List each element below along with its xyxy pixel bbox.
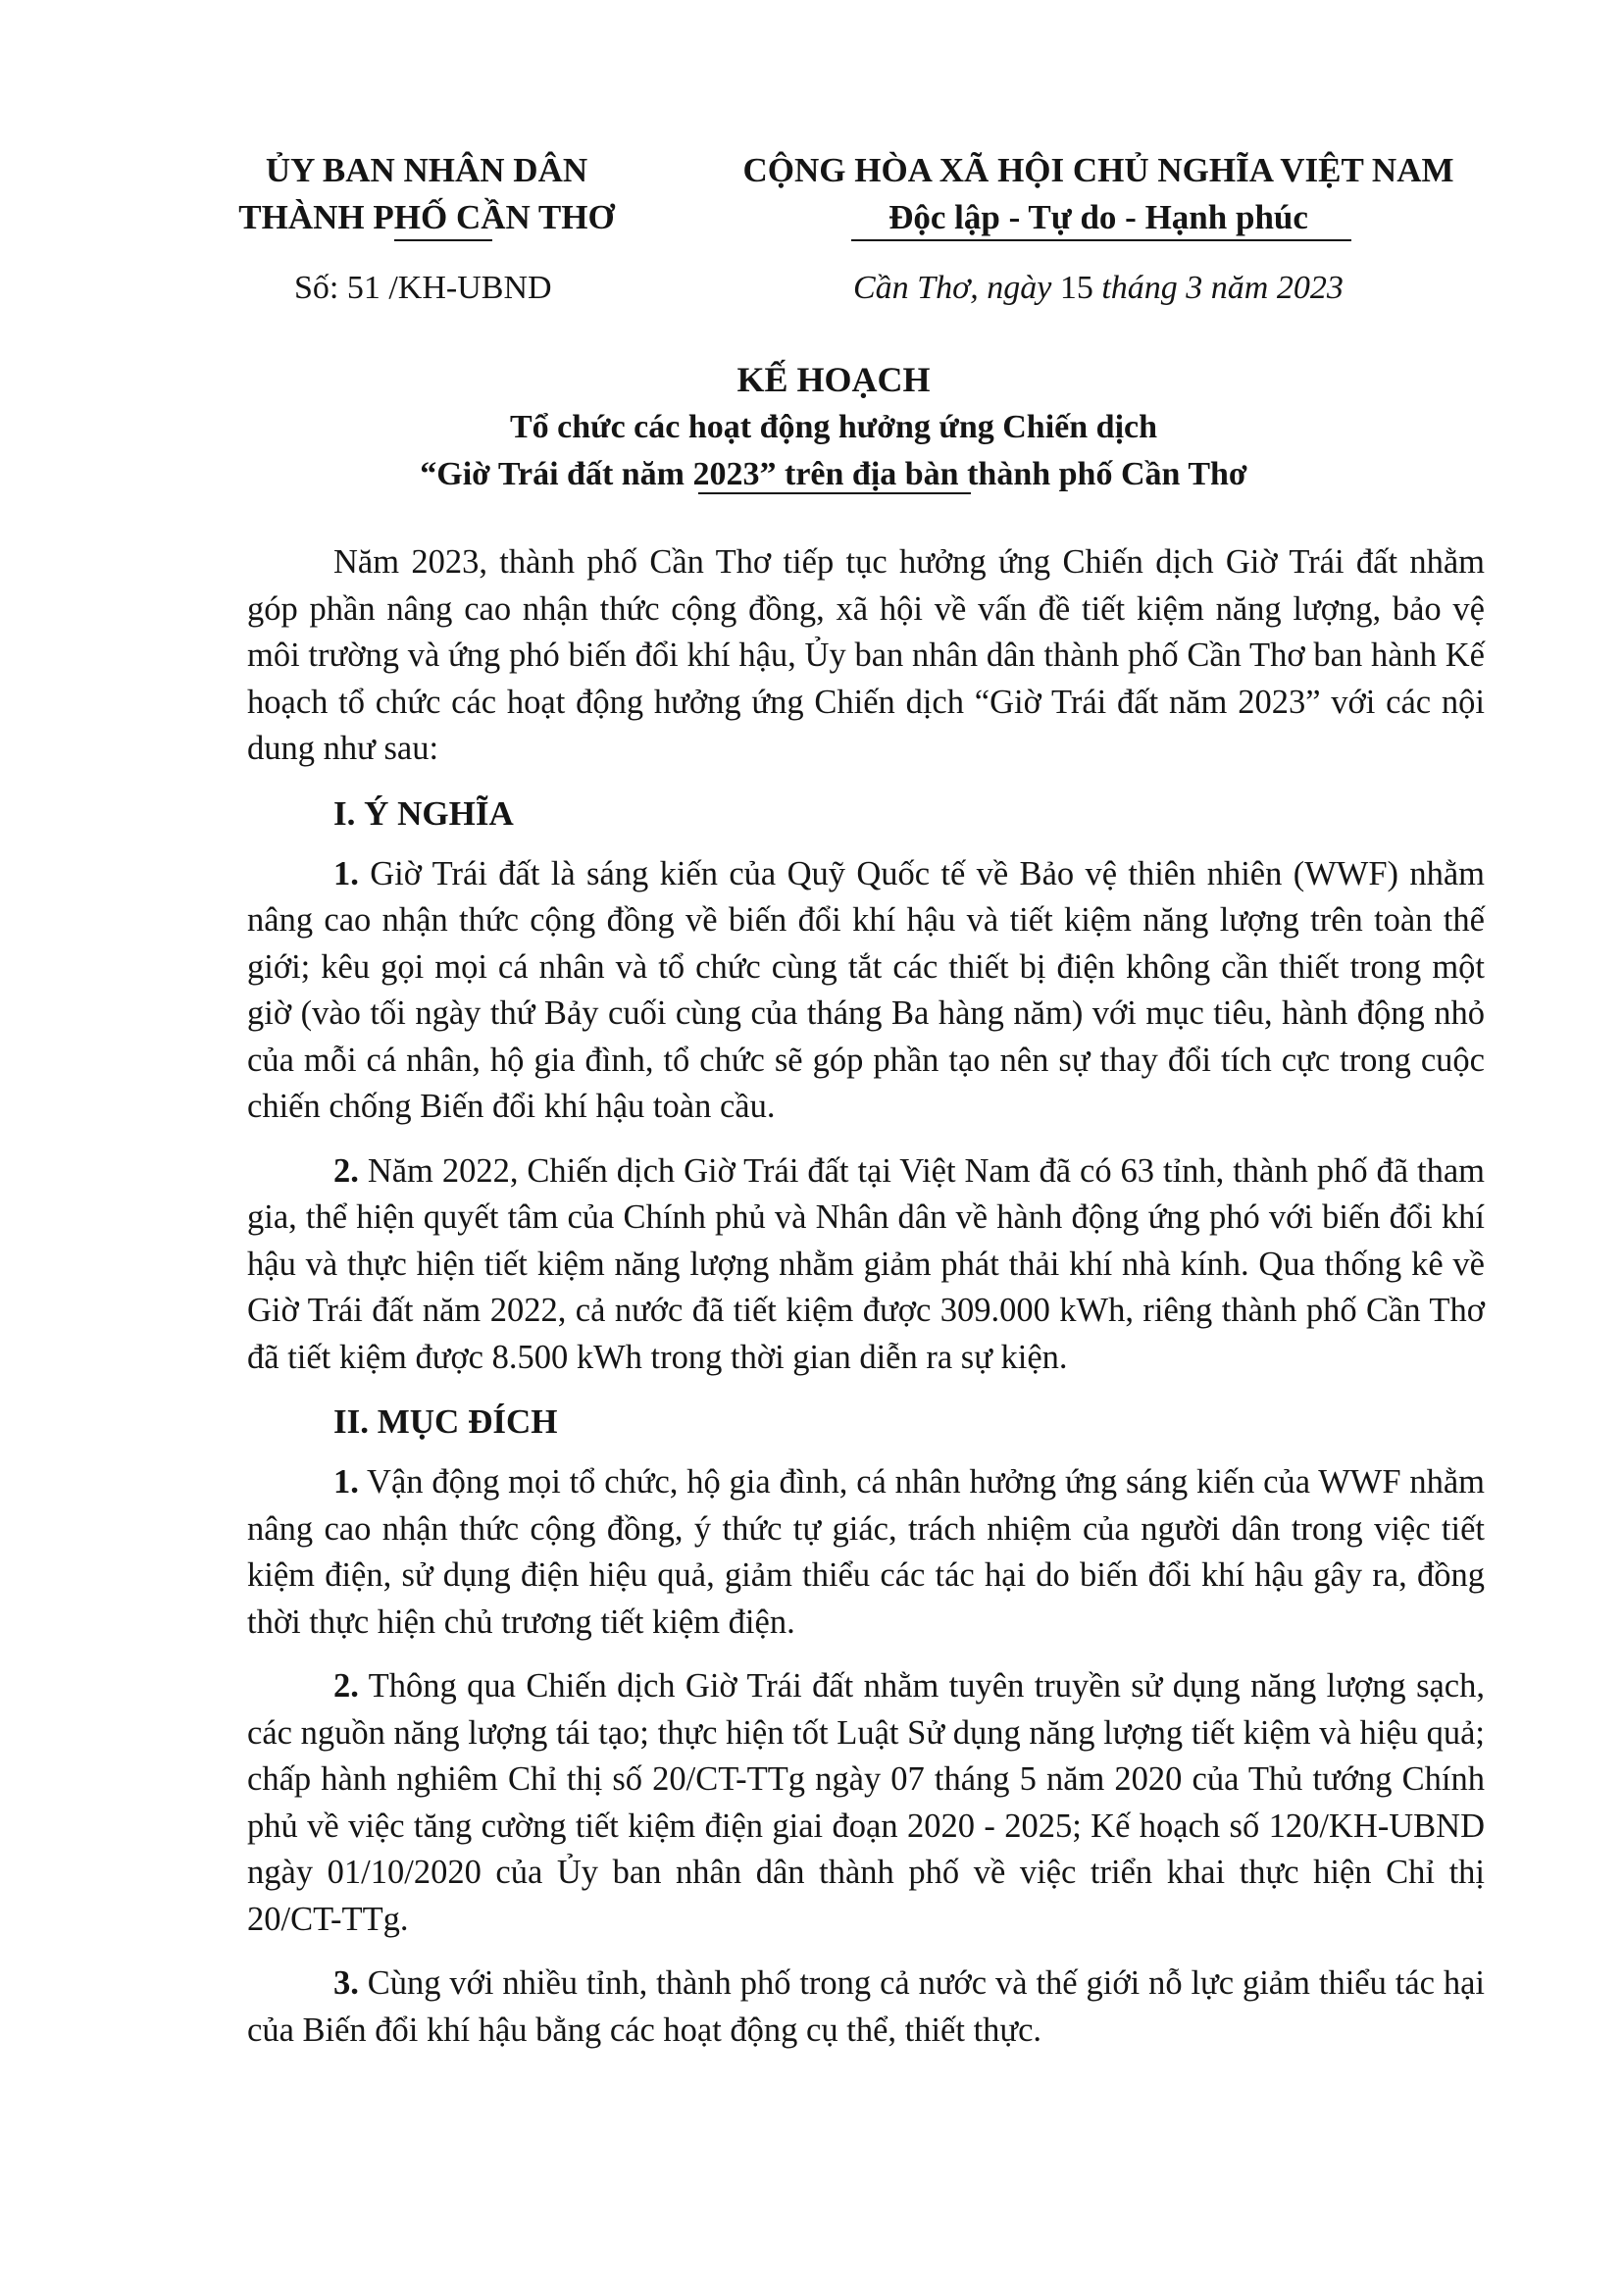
item-number: 2.	[333, 1151, 359, 1190]
item-text: Giờ Trái đất là sáng kiến của Quỹ Quốc tế về Bảo vệ thiên nhiên (WWF) nhằm nâng cao nhận thức cộng đồng về biến đổi khí hậu và tiết kiệm năng lượng trên toàn thế giới; kêu gọi mọi cá nhân và tổ chức cùng tắt các thiết bị điện không cần thiết trong một giờ (vào tối ngày thứ Bảy cuối cùng của tháng Ba hàng năm) với mục tiêu, hành động nhỏ của mỗi cá nhân, hộ gia đình, tổ chức sẽ góp phần tạo nên sự thay đổi tích cực trong cuộc chiến chống Biến đổi khí hậu toàn cầu.	[247, 854, 1485, 1125]
section-item	[247, 1459, 1485, 1646]
date-prefix: Cần Thơ, ngày	[853, 270, 1060, 306]
item-number: 3.	[333, 1964, 359, 2002]
item-number: 1.	[333, 854, 359, 892]
motto-underline	[851, 239, 1351, 241]
section-item	[247, 851, 1485, 1131]
doc-number-value: 51	[346, 270, 381, 306]
doc-number-prefix: Số:	[294, 270, 347, 306]
item-text: Năm 2022, Chiến dịch Giờ Trái đất tại Việt Nam đã có 63 tỉnh, thành phố đã tham gia, thể hiện quyết tâm của Chính phủ và Nhân dân về hành động ứng phó với biến đổi khí hậu và thực hiện tiết kiệm năng lượng nhằm giảm phát thải khí nhà kính. Qua thống kê về Giờ Trái đất năm 2022, cả nước đã tiết kiệm được 309.000 kWh, riêng thành phố Cần Thơ đã tiết kiệm được 8.500 kWh trong thời gian diễn ra sự kiện.	[247, 1151, 1485, 1376]
org-line-1: ỦY BAN NHÂN DÂN	[265, 151, 588, 189]
section-item	[247, 1663, 1485, 1943]
document-body	[247, 539, 1485, 2071]
document-title	[196, 355, 1471, 498]
nation-line-2: Độc lập - Tự do - Hạnh phúc	[888, 198, 1308, 236]
date-day: 15	[1059, 270, 1093, 306]
nation-line-1: CỘNG HÒA XÃ HỘI CHỦ NGHĨA VIỆT NAM	[742, 151, 1454, 189]
title-line-2: “Giờ Trái đất năm 2023” trên địa bàn thành phố Cần Thơ	[420, 456, 1247, 492]
date-suffix: tháng 3 năm 2023	[1092, 270, 1344, 306]
item-text: Cùng với nhiều tỉnh, thành phố trong cả nước và thế giới nỗ lực giảm thiểu tác hại của Biến đổi khí hậu bằng các hoạt động cụ thể, thiết thực.	[247, 1964, 1485, 2049]
intro-paragraph: Năm 2023, thành phố Cần Thơ tiếp tục hưởng ứng Chiến dịch Giờ Trái đất nhằm góp phần nâng cao nhận thức cộng đồng, xã hội về vấn đề tiết kiệm năng lượng, bảo vệ môi trường và ứng phó biến đổi khí hậu, Ủy ban nhân dân thành phố Cần Thơ ban hành Kế hoạch tổ chức các hoạt động hưởng ứng Chiến dịch “Giờ Trái đất năm 2023” với các nội dung như sau:	[247, 543, 1485, 767]
document-date	[853, 267, 1344, 310]
title-underline	[698, 492, 971, 494]
item-number: 2.	[333, 1667, 359, 1705]
issuing-organization	[196, 147, 657, 241]
section-item	[247, 1148, 1485, 1382]
section-heading: II. MỤC ĐÍCH	[333, 1402, 558, 1441]
item-text: Vận động mọi tổ chức, hộ gia đình, cá nhân hưởng ứng sáng kiến của WWF nhằm nâng cao nhận thức cộng đồng, ý thức tự giác, trách nhiệm của người dân trong việc tiết kiệm điện, sử dụng điện hiệu quả, giảm thiểu các tác hại do biến đổi khí hậu gây ra, đồng thời thực hiện chủ trương tiết kiệm điện.	[247, 1463, 1485, 1641]
document-number	[294, 267, 552, 310]
section-item	[247, 1960, 1485, 2054]
org-underline	[394, 239, 492, 241]
doc-number-suffix: /KH-UBND	[380, 270, 552, 306]
title-main: KẾ HOẠCH	[736, 360, 931, 399]
org-line-2: THÀNH PHỐ CẦN THƠ	[238, 198, 615, 236]
item-text: Thông qua Chiến dịch Giờ Trái đất nhằm tuyên truyền sử dụng năng lượng sạch, các nguồn năng lượng tái tạo; thực hiện tốt Luật Sử dụng năng lượng tiết kiệm và hiệu quả; chấp hành nghiêm Chỉ thị số 20/CT-TTg ngày 07 tháng 5 năm 2020 của Thủ tướng Chính phủ về việc tăng cường tiết kiệm điện giai đoạn 2020 - 2025; Kế hoạch số 120/KH-UBND ngày 01/10/2020 của Ủy ban nhân dân thành phố về việc triển khai thực hiện Chỉ thị 20/CT-TTg.	[247, 1667, 1485, 1938]
item-number: 1.	[333, 1463, 359, 1501]
title-line-1: Tổ chức các hoạt động hưởng ứng Chiến dịch	[509, 409, 1158, 445]
section-heading: I. Ý NGHĨA	[333, 793, 514, 833]
national-motto	[706, 147, 1491, 241]
